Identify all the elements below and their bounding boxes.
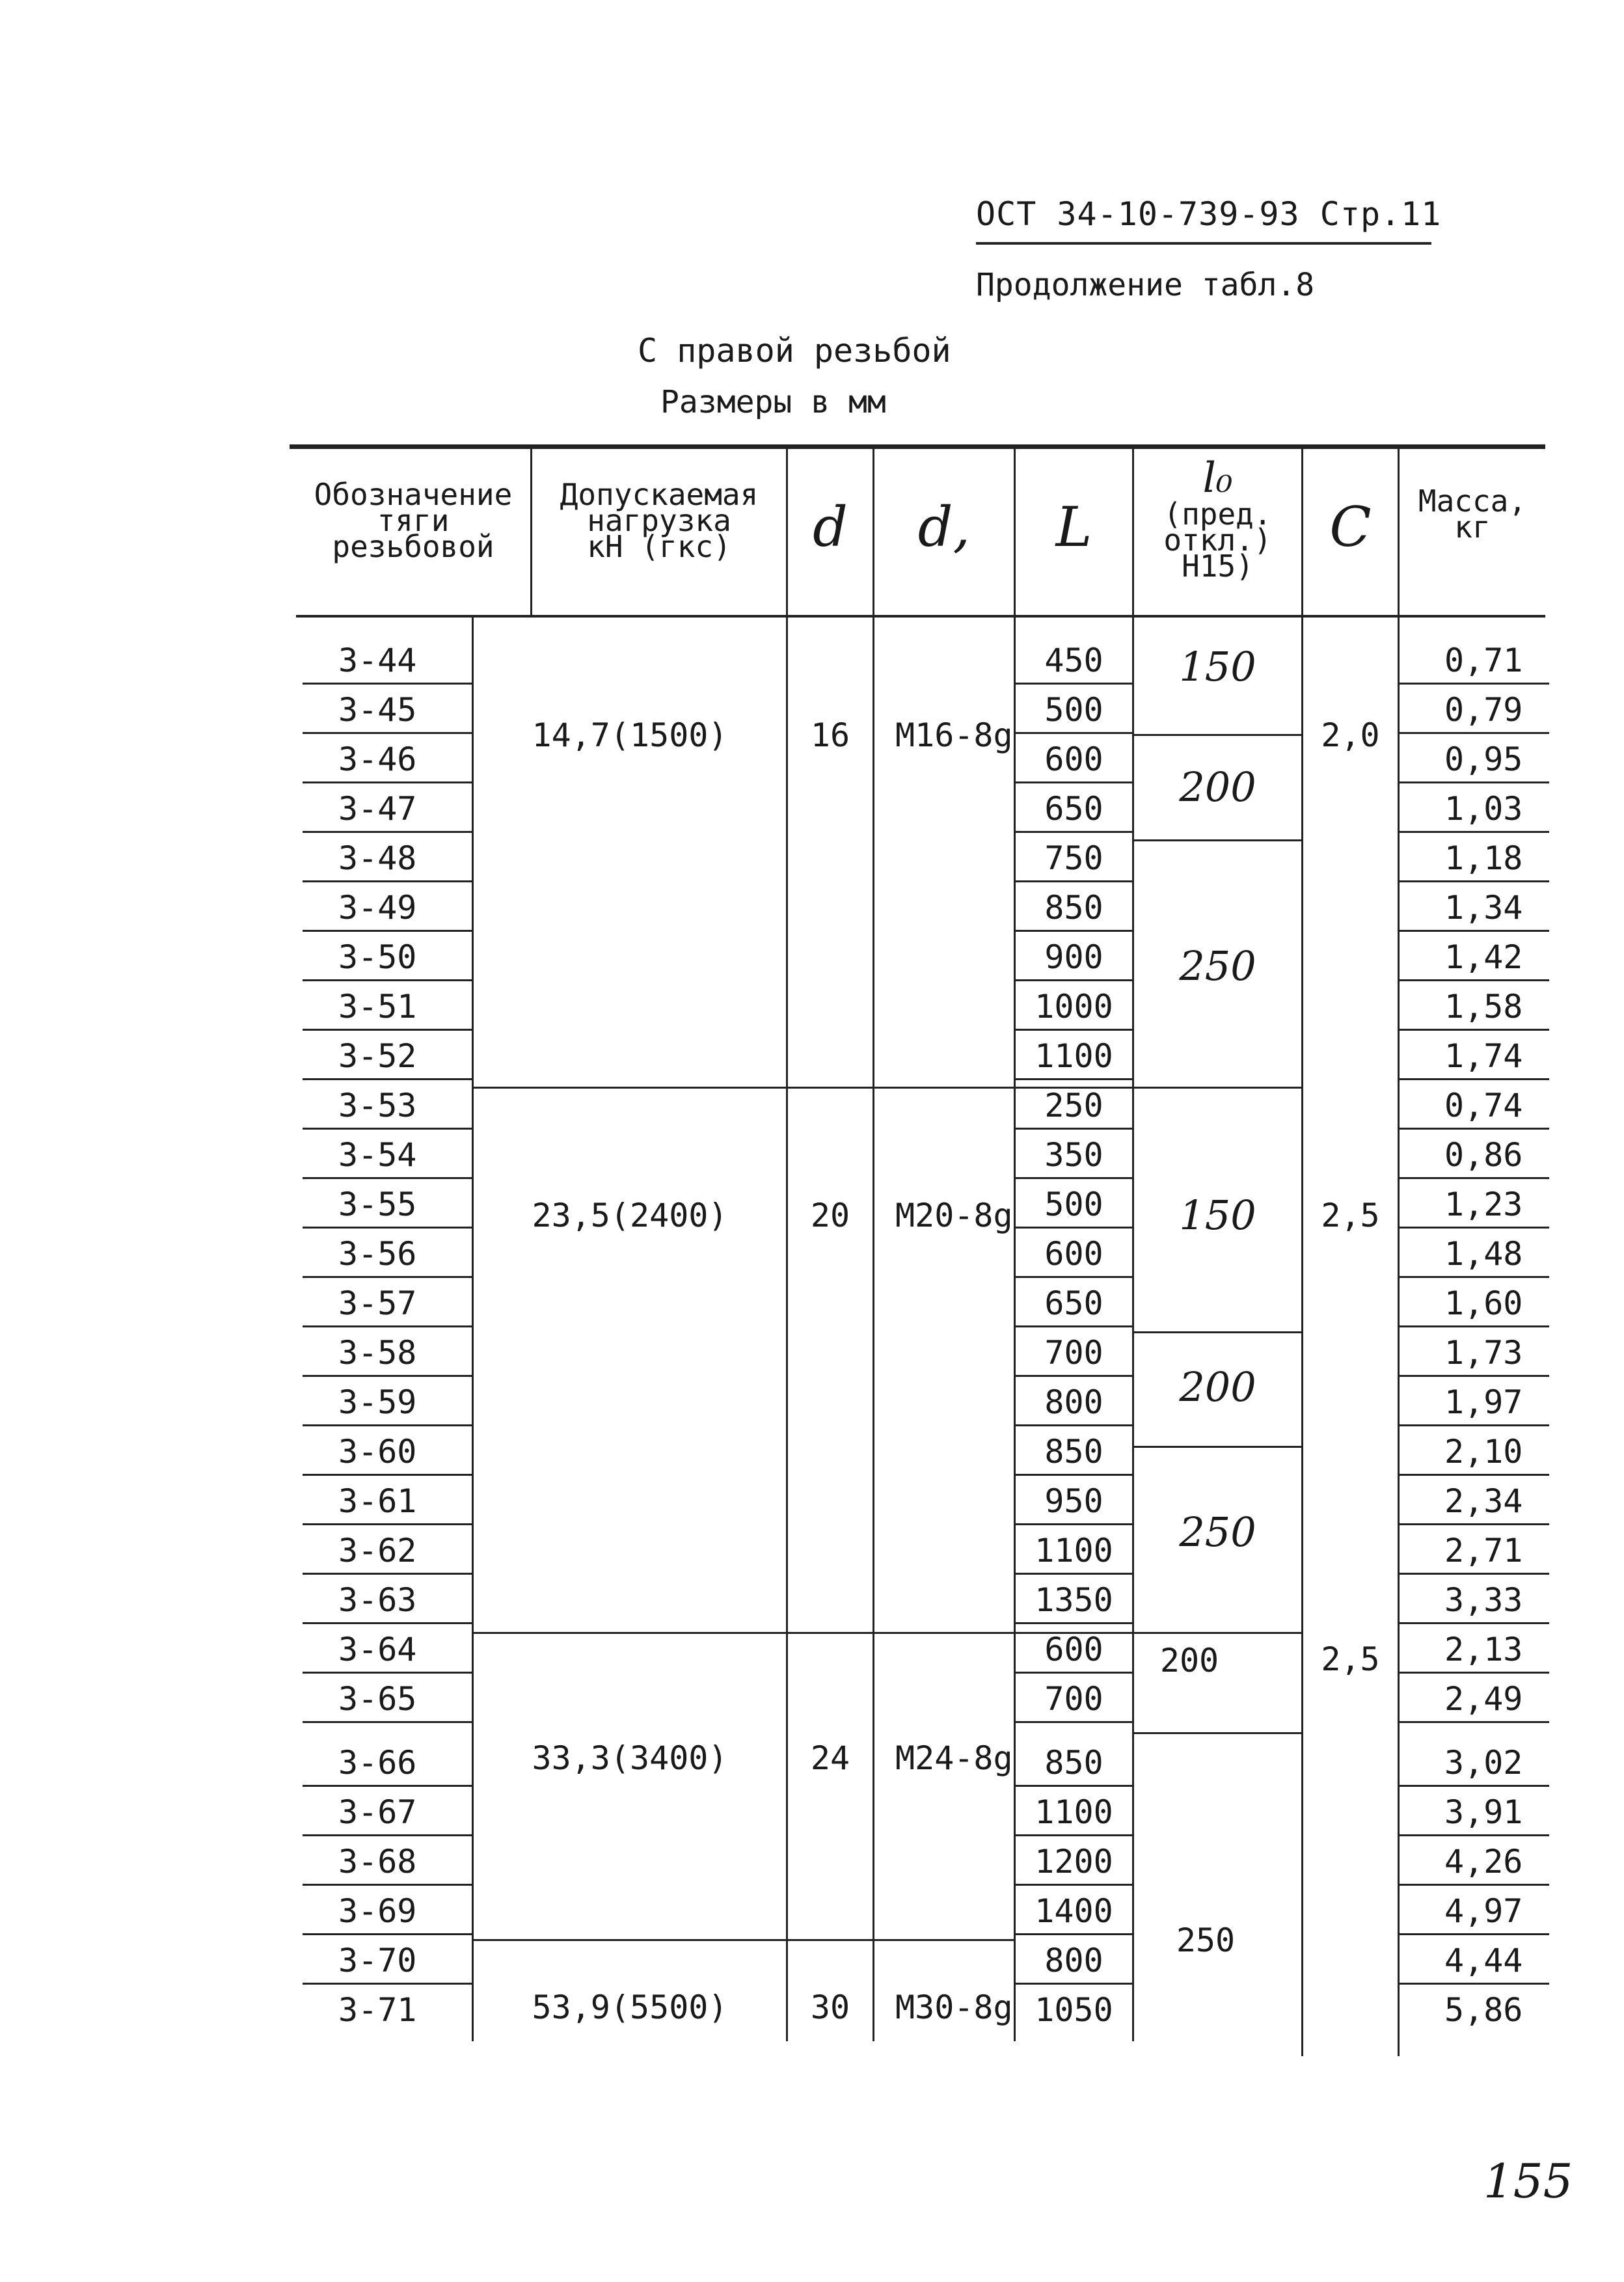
d-cell: 16 bbox=[810, 716, 850, 754]
row-divider bbox=[1400, 1983, 1549, 1985]
standard-underline bbox=[976, 242, 1431, 245]
row-L: 650 bbox=[1044, 1284, 1103, 1322]
row-divider bbox=[1016, 930, 1132, 932]
row-divider bbox=[1016, 1834, 1132, 1836]
d-cell: 30 bbox=[810, 1989, 850, 2026]
row-divider bbox=[1400, 1128, 1549, 1130]
row-divider bbox=[1400, 1672, 1549, 1674]
c-cell: 2,5 bbox=[1321, 1197, 1380, 1234]
row-divider bbox=[303, 1424, 473, 1426]
row-divider bbox=[1016, 1523, 1132, 1525]
row-mass: 1,23 bbox=[1444, 1186, 1523, 1223]
row-mass: 0,74 bbox=[1444, 1087, 1523, 1124]
table-caption-units: Размеры в мм bbox=[660, 384, 886, 420]
d1-cell: М30-8g bbox=[895, 1989, 1013, 2026]
row-mass: 2,71 bbox=[1444, 1532, 1523, 1569]
l0-cell: 250 bbox=[1179, 1508, 1256, 1556]
l0-divider bbox=[1134, 1446, 1301, 1448]
row-divider bbox=[1016, 732, 1132, 734]
table-continuation-label: Продолжение табл.8 bbox=[976, 267, 1315, 303]
row-divider bbox=[303, 781, 473, 783]
row-divider bbox=[1400, 1177, 1549, 1179]
load-cell: 23,5(2400) bbox=[532, 1197, 728, 1234]
row-mass: 3,02 bbox=[1444, 1744, 1523, 1782]
header-designation: Обозначение тяги резьбовой bbox=[314, 477, 513, 564]
c-cell: 2,5 bbox=[1321, 1640, 1380, 1678]
row-mass: 1,34 bbox=[1444, 889, 1523, 927]
row-designation: З-66 bbox=[338, 1744, 417, 1782]
row-L: 1100 bbox=[1035, 1793, 1113, 1831]
l0-divider bbox=[1134, 839, 1301, 841]
row-divider bbox=[1016, 1785, 1132, 1787]
row-divider bbox=[1016, 831, 1132, 833]
row-divider bbox=[303, 880, 473, 882]
row-divider bbox=[1016, 1933, 1132, 1935]
row-designation: З-64 bbox=[338, 1631, 417, 1668]
row-divider bbox=[303, 1523, 473, 1525]
row-mass: 3,33 bbox=[1444, 1581, 1523, 1619]
row-divider bbox=[303, 979, 473, 981]
header-c: C bbox=[1329, 495, 1372, 559]
row-designation: З-49 bbox=[338, 889, 417, 927]
row-divider bbox=[303, 683, 473, 685]
row-mass: 0,95 bbox=[1444, 740, 1523, 778]
row-divider bbox=[1400, 1078, 1549, 1080]
row-mass: 0,71 bbox=[1444, 642, 1523, 679]
row-designation: З-70 bbox=[338, 1942, 417, 1979]
row-divider bbox=[303, 1474, 473, 1476]
l0-divider bbox=[1134, 1732, 1301, 1734]
row-L: 700 bbox=[1044, 1680, 1103, 1718]
row-designation: З-59 bbox=[338, 1383, 417, 1421]
row-divider bbox=[1016, 781, 1132, 783]
table-caption-thread: С правой резьбой bbox=[638, 332, 951, 370]
table-top-border bbox=[290, 444, 1545, 449]
row-designation: З-55 bbox=[338, 1186, 417, 1223]
row-L: 1350 bbox=[1035, 1581, 1113, 1619]
row-divider bbox=[1400, 880, 1549, 882]
row-divider bbox=[1016, 1424, 1132, 1426]
row-divider bbox=[303, 831, 473, 833]
row-L: 1200 bbox=[1035, 1843, 1113, 1881]
row-divider bbox=[1016, 979, 1132, 981]
row-divider bbox=[1400, 1622, 1549, 1624]
l0-cell: 150 bbox=[1179, 1191, 1256, 1239]
row-divider bbox=[303, 1128, 473, 1130]
row-divider bbox=[303, 1276, 473, 1278]
row-divider bbox=[303, 1029, 473, 1031]
row-L: 650 bbox=[1044, 790, 1103, 828]
row-divider bbox=[303, 1325, 473, 1327]
row-designation: З-57 bbox=[338, 1284, 417, 1322]
row-divider bbox=[1400, 1884, 1549, 1886]
l0-divider bbox=[1134, 734, 1301, 736]
row-L: 750 bbox=[1044, 839, 1103, 877]
row-divider bbox=[1400, 1474, 1549, 1476]
row-L: 700 bbox=[1044, 1334, 1103, 1372]
row-mass: 1,97 bbox=[1444, 1383, 1523, 1421]
row-divider bbox=[303, 1983, 473, 1985]
row-divider bbox=[1400, 1424, 1549, 1426]
row-L: 600 bbox=[1044, 1631, 1103, 1668]
row-divider bbox=[1016, 1721, 1132, 1723]
row-divider bbox=[1400, 1834, 1549, 1836]
row-L: 900 bbox=[1044, 938, 1103, 976]
row-divider bbox=[1016, 1078, 1132, 1080]
load-cell: 14,7(1500) bbox=[532, 716, 728, 754]
row-divider bbox=[303, 732, 473, 734]
row-mass: 2,34 bbox=[1444, 1482, 1523, 1520]
header-L: L bbox=[1055, 495, 1092, 559]
row-divider bbox=[1400, 683, 1549, 685]
row-mass: 1,03 bbox=[1444, 790, 1523, 828]
row-divider bbox=[303, 1721, 473, 1723]
row-L: 850 bbox=[1044, 1744, 1103, 1782]
row-divider bbox=[303, 1227, 473, 1229]
d1-cell: М24-8g bbox=[895, 1739, 1013, 1777]
row-L: 1400 bbox=[1035, 1892, 1113, 1930]
row-L: 500 bbox=[1044, 691, 1103, 729]
d1-cell: М20-8g bbox=[895, 1197, 1013, 1234]
header-d: d bbox=[813, 495, 848, 559]
row-divider bbox=[1400, 1523, 1549, 1525]
l0-symbol: l₀ bbox=[1202, 454, 1233, 502]
row-L: 350 bbox=[1044, 1136, 1103, 1174]
row-mass: 1,42 bbox=[1444, 938, 1523, 976]
standard-designation: ОСТ 34-10-739-93 Стр.11 bbox=[976, 195, 1442, 233]
row-divider bbox=[1400, 930, 1549, 932]
row-divider bbox=[1400, 1029, 1549, 1031]
page-number: 155 bbox=[1483, 2154, 1573, 2208]
row-designation: З-71 bbox=[338, 1991, 417, 2029]
row-mass: 2,49 bbox=[1444, 1680, 1523, 1718]
row-mass: 4,97 bbox=[1444, 1892, 1523, 1930]
row-mass: 1,73 bbox=[1444, 1334, 1523, 1372]
row-divider bbox=[1400, 1276, 1549, 1278]
row-divider bbox=[1016, 1227, 1132, 1229]
row-divider bbox=[1400, 831, 1549, 833]
row-mass: 1,48 bbox=[1444, 1235, 1523, 1273]
row-divider bbox=[303, 1622, 473, 1624]
l0-cell: 250 bbox=[1179, 942, 1256, 990]
row-designation: З-63 bbox=[338, 1581, 417, 1619]
col-divider bbox=[1301, 449, 1303, 2056]
col-divider bbox=[472, 616, 474, 2041]
row-divider bbox=[1400, 1325, 1549, 1327]
l0-cell: 200 bbox=[1179, 1363, 1256, 1411]
row-designation: З-51 bbox=[338, 988, 417, 1026]
l0-cell: 200 bbox=[1179, 763, 1256, 811]
row-divider bbox=[1016, 1276, 1132, 1278]
row-mass: 0,79 bbox=[1444, 691, 1523, 729]
row-divider bbox=[1400, 1227, 1549, 1229]
l0-cell: 250 bbox=[1176, 1922, 1236, 1959]
row-divider bbox=[303, 1933, 473, 1935]
row-divider bbox=[1016, 1029, 1132, 1031]
row-mass: 1,58 bbox=[1444, 988, 1523, 1026]
row-divider bbox=[1400, 1933, 1549, 1935]
row-divider bbox=[303, 1177, 473, 1179]
row-mass: 1,18 bbox=[1444, 839, 1523, 877]
row-designation: З-67 bbox=[338, 1793, 417, 1831]
row-mass: 3,91 bbox=[1444, 1793, 1523, 1831]
row-divider bbox=[1016, 1474, 1132, 1476]
row-mass: 0,86 bbox=[1444, 1136, 1523, 1174]
header-mass: Масса, кг bbox=[1418, 483, 1527, 545]
row-divider bbox=[303, 1785, 473, 1787]
row-designation: З-68 bbox=[338, 1843, 417, 1881]
row-designation: З-46 bbox=[338, 740, 417, 778]
row-divider bbox=[1400, 1785, 1549, 1787]
row-L: 250 bbox=[1044, 1087, 1103, 1124]
row-L: 850 bbox=[1044, 889, 1103, 927]
row-L: 600 bbox=[1044, 1235, 1103, 1273]
l0-cell: 150 bbox=[1179, 643, 1256, 690]
row-designation: З-45 bbox=[338, 691, 417, 729]
row-divider bbox=[1400, 1573, 1549, 1575]
row-divider bbox=[303, 1078, 473, 1080]
c-cell: 2,0 bbox=[1321, 716, 1380, 754]
row-designation: З-62 bbox=[338, 1532, 417, 1569]
row-L: 450 bbox=[1044, 642, 1103, 679]
row-designation: З-47 bbox=[338, 790, 417, 828]
row-divider bbox=[1400, 979, 1549, 981]
header-load: Допускаемая нагрузка кН (гкс) bbox=[560, 477, 759, 564]
row-divider bbox=[1016, 1983, 1132, 1985]
row-divider bbox=[1016, 1884, 1132, 1886]
row-divider bbox=[1400, 1375, 1549, 1377]
row-L: 950 bbox=[1044, 1482, 1103, 1520]
row-L: 1100 bbox=[1035, 1037, 1113, 1075]
row-mass: 4,44 bbox=[1444, 1942, 1523, 1979]
row-L: 1050 bbox=[1035, 1991, 1113, 2029]
row-designation: З-60 bbox=[338, 1433, 417, 1471]
row-designation: З-69 bbox=[338, 1892, 417, 1930]
row-divider bbox=[1016, 1573, 1132, 1575]
row-divider bbox=[1016, 1672, 1132, 1674]
row-divider bbox=[1016, 1128, 1132, 1130]
col-divider bbox=[1398, 449, 1400, 2056]
row-L: 600 bbox=[1044, 740, 1103, 778]
group-divider bbox=[473, 1087, 1303, 1089]
row-mass: 1,60 bbox=[1444, 1284, 1523, 1322]
row-designation: З-54 bbox=[338, 1136, 417, 1174]
row-divider bbox=[1016, 1622, 1132, 1624]
col-divider bbox=[873, 449, 874, 2041]
row-divider bbox=[1400, 781, 1549, 783]
row-divider bbox=[303, 1375, 473, 1377]
row-designation: З-50 bbox=[338, 938, 417, 976]
row-L: 800 bbox=[1044, 1383, 1103, 1421]
row-L: 1000 bbox=[1035, 988, 1113, 1026]
row-L: 850 bbox=[1044, 1433, 1103, 1471]
group-divider bbox=[473, 1939, 1014, 1941]
row-divider bbox=[303, 930, 473, 932]
header-d1: d, bbox=[917, 495, 971, 559]
row-divider bbox=[1400, 1721, 1549, 1723]
row-divider bbox=[303, 1573, 473, 1575]
load-cell: 53,9(5500) bbox=[532, 1989, 728, 2026]
row-designation: З-53 bbox=[338, 1087, 417, 1124]
row-designation: З-48 bbox=[338, 839, 417, 877]
row-mass: 4,26 bbox=[1444, 1843, 1523, 1881]
row-divider bbox=[303, 1884, 473, 1886]
d-cell: 24 bbox=[810, 1739, 850, 1777]
table-header-border bbox=[296, 615, 1545, 618]
group-divider bbox=[473, 1632, 1303, 1634]
col-divider bbox=[786, 449, 788, 2041]
row-L: 1100 bbox=[1035, 1532, 1113, 1569]
row-designation: З-61 bbox=[338, 1482, 417, 1520]
row-L: 800 bbox=[1044, 1942, 1103, 1979]
l0-divider bbox=[1134, 1331, 1301, 1333]
l0-cell: 200 bbox=[1159, 1642, 1219, 1679]
row-designation: З-52 bbox=[338, 1037, 417, 1075]
row-designation: З-56 bbox=[338, 1235, 417, 1273]
row-designation: З-65 bbox=[338, 1680, 417, 1718]
row-divider bbox=[303, 1672, 473, 1674]
row-divider bbox=[1016, 1375, 1132, 1377]
load-cell: 33,3(3400) bbox=[532, 1739, 728, 1777]
row-mass: 1,74 bbox=[1444, 1037, 1523, 1075]
row-L: 500 bbox=[1044, 1186, 1103, 1223]
d-cell: 20 bbox=[810, 1197, 850, 1234]
row-mass: 2,10 bbox=[1444, 1433, 1523, 1471]
row-divider bbox=[1016, 1177, 1132, 1179]
d1-cell: М16-8g bbox=[895, 716, 1013, 754]
header-l0: l₀ (пред. откл.) Н15) bbox=[1134, 455, 1301, 579]
row-designation: З-44 bbox=[338, 642, 417, 679]
row-divider bbox=[1016, 683, 1132, 685]
row-divider bbox=[1016, 1325, 1132, 1327]
col-divider bbox=[1132, 449, 1134, 2041]
row-designation: З-58 bbox=[338, 1334, 417, 1372]
row-divider bbox=[1400, 732, 1549, 734]
row-mass: 5,86 bbox=[1444, 1991, 1523, 2029]
row-divider bbox=[1016, 880, 1132, 882]
row-mass: 2,13 bbox=[1444, 1631, 1523, 1668]
row-divider bbox=[303, 1834, 473, 1836]
